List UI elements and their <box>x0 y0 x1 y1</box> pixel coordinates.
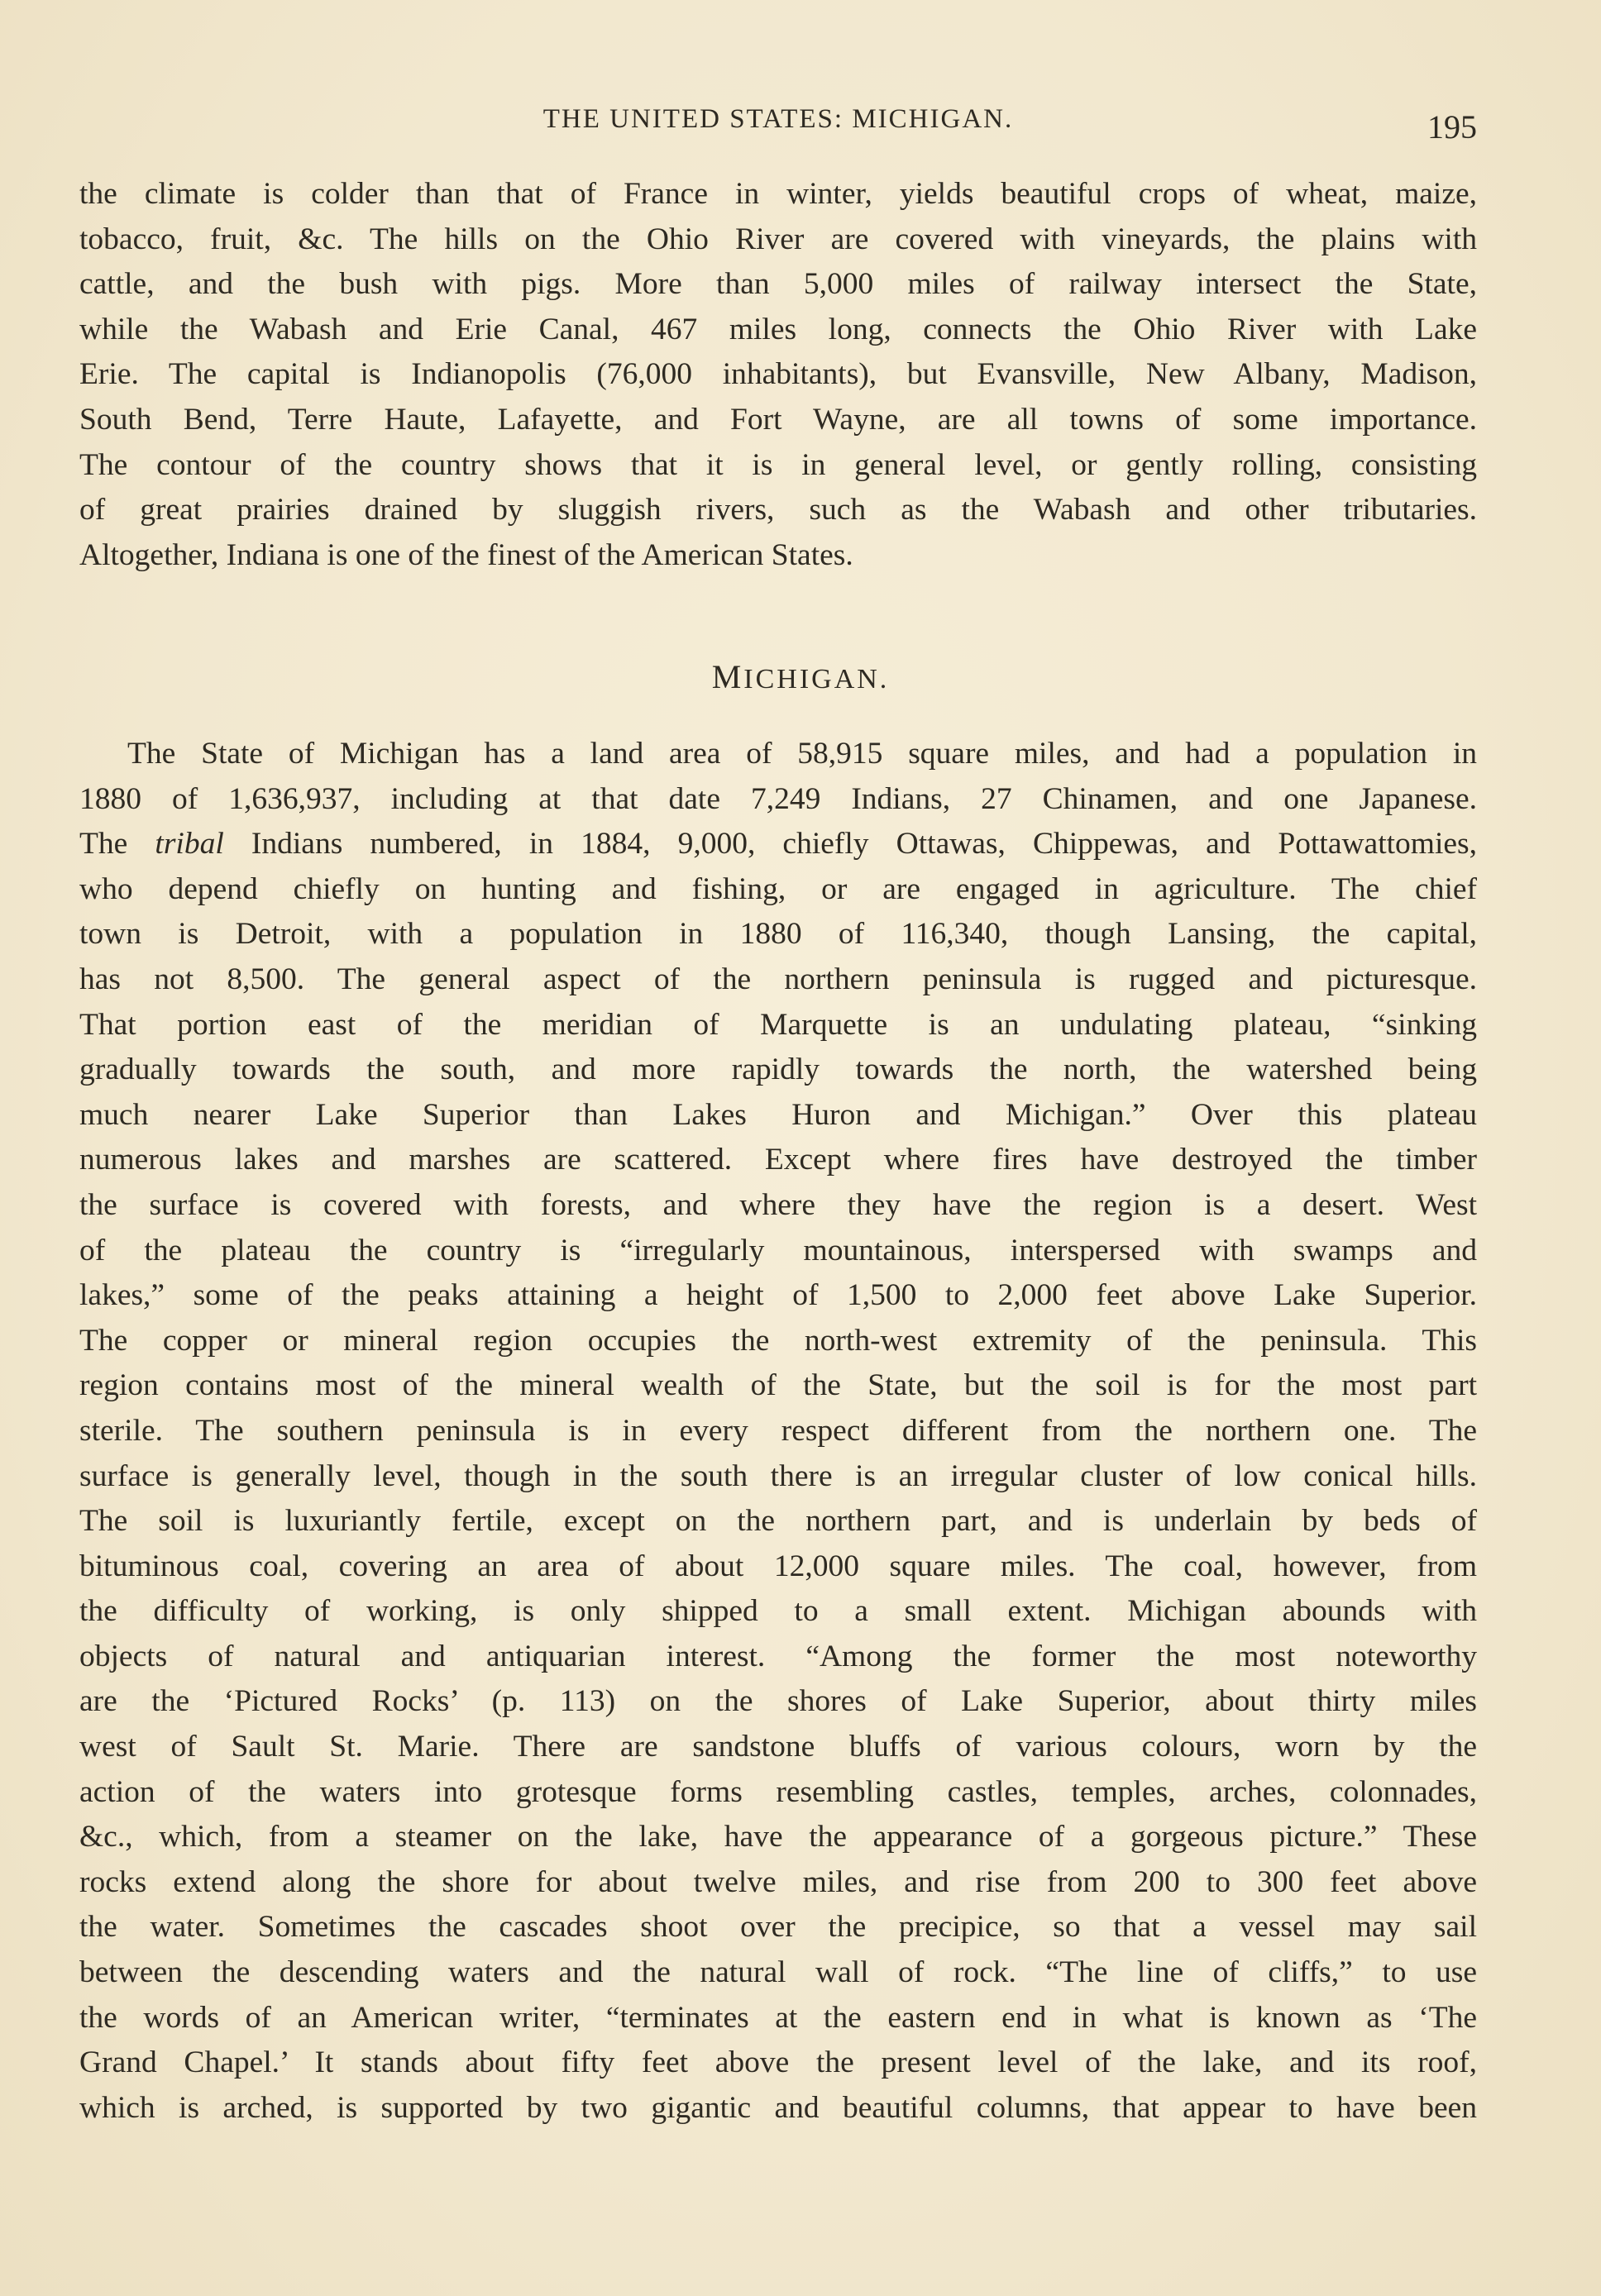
text-line: the words of an American writer, “terminates at the eastern end in what is known as ‘The <box>79 2000 1477 2035</box>
text-line: The soil is luxuriantly fertile, except on the northern part, and is underlain by beds of <box>79 1504 1477 1539</box>
text-line <box>79 2222 1477 2267</box>
text-line: cattle, and the bush with pigs. More than 5,000 miles of railway intersect the State, <box>79 267 1477 302</box>
heading-initial: M <box>711 658 744 695</box>
text-line: gradually towards the south, and more rapidly towards the north, the watershed being <box>79 1053 1477 1087</box>
text-line: The copper or mineral region occupies the north-west extremity of the peninsula. This <box>79 1323 1477 1358</box>
running-head <box>79 98 1477 147</box>
page-number: 195 <box>1427 108 1477 146</box>
text-line: of the plateau the country is “irregularly mountainous, interspersed with swamps and <box>79 1233 1477 1267</box>
text-line: rocks extend along the shore for about twelve miles, and rise from 200 to 300 feet above <box>79 1864 1477 1899</box>
text-line: sterile. The southern peninsula is in every respect different from the northern one. The <box>79 1413 1477 1448</box>
text-line: objects of natural and antiquarian interest. “Among the former the most noteworthy <box>79 1639 1477 1673</box>
heading-rest: ICHIGAN. <box>743 664 890 695</box>
text-line: much nearer Lake Superior than Lakes Huron and Michigan.” Over this plateau <box>79 1097 1477 1132</box>
text-line: action of the waters into grotesque forms resembling castles, temples, arches, colonnades, <box>79 1774 1477 1809</box>
text-line <box>79 2176 1477 2222</box>
text-fragment: The <box>79 827 155 862</box>
michigan-paragraph <box>79 732 1477 2266</box>
text-line: bituminous coal, covering an area of about 12,000 square miles. The coal, however, from <box>79 1549 1477 1583</box>
running-title: THE UNITED STATES: MICHIGAN. <box>542 104 1014 134</box>
text-line: That portion east of the meridian of Marquette is an undulating plateau, “sinking <box>79 1007 1477 1042</box>
text-line: The State of Michigan has a land area of 58,915 square miles, and had a population in <box>127 737 1477 771</box>
section-heading <box>0 657 1601 696</box>
text-line: while the Wabash and Erie Canal, 467 miles long, connects the Ohio River with Lake <box>79 312 1477 346</box>
text-line <box>79 822 1477 867</box>
text-line: the climate is colder than that of France in winter, yields beautiful crops of wheat, maize, <box>79 177 1477 211</box>
text-line: between the descending waters and the natural wall of rock. “The line of cliffs,” to use <box>79 1955 1477 1990</box>
text-line: west of Sault St. Marie. There are sandstone bluffs of various colours, worn by the <box>79 1730 1477 1764</box>
text-line: has not 8,500. The general aspect of the northern peninsula is rugged and picturesque. <box>79 962 1477 996</box>
text-fragment: Indians numbered, in 1884, 9,000, chiefly Ottawas, Chippewas, and Pottawattomies, <box>223 827 1477 862</box>
text-line: of great prairies drained by sluggish rivers, such as the Wabash and other tributaries. <box>79 493 1477 527</box>
text-line: South Bend, Terre Haute, Lafayette, and Fort Wayne, are all towns of some importance. <box>79 402 1477 437</box>
intro-paragraph <box>79 172 1477 578</box>
text-line: are the ‘Pictured Rocks’ (p. 113) on the shores of Lake Superior, about thirty miles <box>79 1684 1477 1719</box>
text-line: 1880 of 1,636,937, including at that date 7,249 Indians, 27 Chinamen, and one Japanese. <box>79 781 1477 816</box>
italic-word: tribal <box>155 827 224 862</box>
text-line: Grand Chapel.’ It stands about fifty feet above the present level of the lake, and its roof, <box>79 2045 1477 2080</box>
text-line: The contour of the country shows that it is in general level, or gently rolling, consisting <box>79 447 1477 482</box>
text-line: &c., which, from a steamer on the lake, have the appearance of a gorgeous picture.” These <box>79 1820 1477 1854</box>
text-line: town is Detroit, with a population in 1880 of 116,340, though Lansing, the capital, <box>79 917 1477 952</box>
text-line: which is arched, is supported by two gigantic and beautiful columns, that appear to have been <box>79 2090 1477 2125</box>
text-line <box>79 2131 1477 2176</box>
text-line: tobacco, fruit, &c. The hills on the Ohio River are covered with vineyards, the plains with <box>79 222 1477 256</box>
text-line: Erie. The capital is Indianopolis (76,000 inhabitants), but Evansville, New Albany, Madison, <box>79 357 1477 392</box>
text-line: the water. Sometimes the cascades shoot over the precipice, so that a vessel may sail <box>79 1910 1477 1945</box>
text-line: the surface is covered with forests, and where they have the region is a desert. West <box>79 1187 1477 1222</box>
text-line: lakes,” some of the peaks attaining a height of 1,500 to 2,000 feet above Lake Superior. <box>79 1278 1477 1313</box>
text-line: Altogether, Indiana is one of the finest of the American States. <box>79 537 853 572</box>
text-line: surface is generally level, though in the south there is an irregular cluster of low conical hills. <box>79 1458 1477 1493</box>
text-line: region contains most of the mineral wealth of the State, but the soil is for the most part <box>79 1368 1477 1403</box>
text-line: who depend chiefly on hunting and fishing, or are engaged in agriculture. The chief <box>79 871 1477 906</box>
text-line: numerous lakes and marshes are scattered. Except where fires have destroyed the timber <box>79 1143 1477 1177</box>
text-line: the difficulty of working, is only shipped to a small extent. Michigan abounds with <box>79 1594 1477 1629</box>
